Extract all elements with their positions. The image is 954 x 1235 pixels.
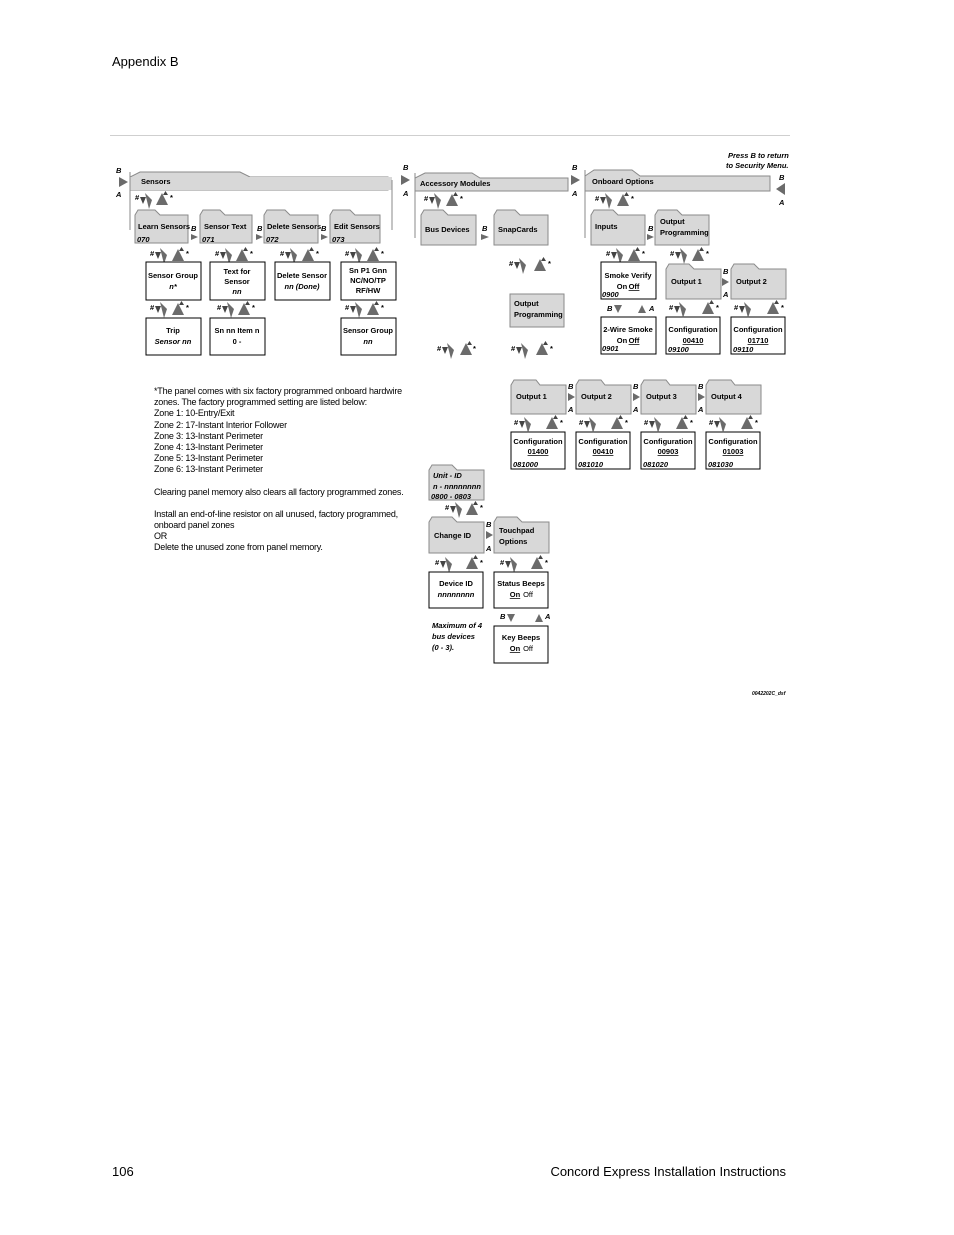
svg-text:*: * bbox=[550, 344, 553, 353]
svg-text:#: # bbox=[606, 249, 611, 258]
svg-text:Output 2: Output 2 bbox=[581, 392, 612, 401]
svg-text:Delete Sensors: Delete Sensors bbox=[267, 222, 322, 231]
svg-text:09110: 09110 bbox=[733, 345, 754, 354]
svg-text:#: # bbox=[644, 418, 649, 427]
svg-text:Key Beeps: Key Beeps bbox=[501, 633, 541, 642]
svg-text:A: A bbox=[568, 405, 574, 414]
note-zone-2: Zone 2: 17-Instant Interior Follower bbox=[154, 419, 287, 430]
svg-text:Configuration: Configuration bbox=[668, 325, 718, 334]
onboard-output-1 bbox=[666, 264, 721, 354]
svg-text:Change ID: Change ID bbox=[434, 531, 472, 540]
svg-text:A: A bbox=[633, 405, 639, 414]
note-intro: *The panel comes with six factory programmed onboard hardwire zones. The factory programmed setting are listed below: bbox=[154, 386, 402, 408]
svg-text:#: # bbox=[670, 249, 675, 258]
svg-text:#: # bbox=[595, 194, 600, 203]
svg-text:Sensor: Sensor bbox=[224, 277, 250, 286]
svg-text:Touchpad: Touchpad bbox=[499, 526, 535, 535]
svg-text:*: * bbox=[480, 503, 483, 512]
accessory-title: Accessory Modules bbox=[420, 179, 491, 188]
svg-text:#: # bbox=[734, 303, 739, 312]
note-zone-3: Zone 3: 13-Instant Perimeter bbox=[154, 430, 263, 441]
svg-text:#: # bbox=[150, 249, 155, 258]
svg-text:Output 3: Output 3 bbox=[646, 392, 677, 401]
svg-text:Text for: Text for bbox=[223, 267, 251, 276]
zone-notes bbox=[154, 386, 404, 565]
svg-text:A: A bbox=[698, 405, 704, 414]
svg-text:*: * bbox=[706, 249, 709, 258]
svg-text:Delete Sensor: Delete Sensor bbox=[276, 271, 328, 280]
svg-text:Output 4: Output 4 bbox=[711, 392, 742, 401]
svg-text:B: B bbox=[633, 382, 639, 391]
svg-text:A: A bbox=[403, 189, 409, 198]
svg-text:00410: 00410 bbox=[592, 447, 614, 456]
svg-text:*: * bbox=[625, 418, 628, 427]
page-number: 106 bbox=[112, 1164, 134, 1179]
svg-text:*: * bbox=[755, 418, 758, 427]
key-beeps-box bbox=[494, 626, 548, 663]
svg-text:Programming: Programming bbox=[514, 310, 563, 319]
note-clearing-memory: Clearing panel memory also clears all factory programmed zones. bbox=[154, 486, 404, 497]
svg-text:to Security Menu.: to Security Menu. bbox=[726, 161, 789, 170]
svg-text:Sensor Group: Sensor Group bbox=[147, 271, 199, 280]
note-eol-resistor: Install an end-of-line resistor on all unused, factory programmed, onboard panel zones bbox=[154, 508, 398, 531]
svg-text:#: # bbox=[511, 344, 516, 353]
svg-text:Off: Off bbox=[628, 282, 640, 291]
svg-text:070: 070 bbox=[137, 235, 150, 244]
svg-text:Configuration: Configuration bbox=[578, 437, 628, 446]
svg-text:#: # bbox=[345, 303, 350, 312]
svg-text:Configuration: Configuration bbox=[643, 437, 693, 446]
touchpad-options-folder bbox=[494, 517, 549, 553]
svg-text:Off: Off bbox=[523, 590, 533, 599]
svg-text:#: # bbox=[709, 418, 714, 427]
svg-text:bus devices: bus devices bbox=[432, 632, 475, 641]
svg-text:nnnnnnnn: nnnnnnnn bbox=[437, 590, 475, 599]
svg-text:n*: n* bbox=[169, 282, 177, 291]
svg-text:Output: Output bbox=[514, 299, 539, 308]
svg-text:073: 073 bbox=[332, 235, 345, 244]
svg-text:A: A bbox=[779, 198, 785, 207]
svg-text:01003: 01003 bbox=[722, 447, 744, 456]
svg-text:#: # bbox=[669, 303, 674, 312]
note-or: OR bbox=[154, 531, 168, 542]
svg-text:Output 2: Output 2 bbox=[736, 277, 767, 286]
svg-text:B: B bbox=[482, 224, 488, 233]
accessory-output-4 bbox=[706, 380, 761, 469]
svg-text:#: # bbox=[514, 418, 519, 427]
key-a: A bbox=[116, 190, 122, 199]
status-beeps-box bbox=[494, 572, 548, 608]
delete-sensor-box bbox=[275, 262, 330, 300]
svg-text:A: A bbox=[649, 304, 655, 313]
svg-text:NC/NO/TP: NC/NO/TP bbox=[350, 276, 386, 285]
svg-text:On: On bbox=[616, 336, 628, 345]
svg-text:Output: Output bbox=[660, 217, 685, 226]
svg-text:Device ID: Device ID bbox=[439, 579, 473, 588]
onboard-title: Onboard Options bbox=[592, 177, 654, 186]
svg-text:B: B bbox=[698, 382, 704, 391]
svg-text:n - nnnnnnnn: n - nnnnnnnn bbox=[433, 482, 481, 491]
svg-text:#: # bbox=[280, 249, 285, 258]
svg-text:B: B bbox=[191, 224, 197, 233]
sensors-title: Sensors bbox=[141, 177, 171, 186]
svg-text:*: * bbox=[381, 303, 384, 312]
svg-text:#: # bbox=[500, 558, 505, 567]
svg-text:081020: 081020 bbox=[643, 460, 669, 469]
note-zone-6: Zone 6: 13-Instant Perimeter bbox=[154, 464, 263, 475]
svg-text:Off: Off bbox=[628, 336, 640, 345]
accessory-output-2 bbox=[576, 380, 631, 469]
svg-text:(0 - 3).: (0 - 3). bbox=[432, 643, 455, 652]
svg-text:00903: 00903 bbox=[657, 447, 679, 456]
svg-text:081010: 081010 bbox=[578, 460, 604, 469]
svg-text:*: * bbox=[642, 249, 645, 258]
svg-text:#: # bbox=[437, 344, 442, 353]
return-note: Press B to return bbox=[728, 151, 789, 160]
svg-text:Programming: Programming bbox=[660, 228, 709, 237]
svg-text:*: * bbox=[473, 344, 476, 353]
svg-text:A: A bbox=[545, 612, 551, 621]
svg-text:*: * bbox=[781, 303, 784, 312]
svg-text:A: A bbox=[572, 189, 578, 198]
svg-text:SnapCards: SnapCards bbox=[498, 225, 538, 234]
svg-text:081000: 081000 bbox=[513, 460, 539, 469]
svg-text:Trip: Trip bbox=[166, 326, 180, 335]
svg-text:*: * bbox=[186, 249, 189, 258]
key-b: B bbox=[116, 166, 122, 175]
document-title: Concord Express Installation Instructions bbox=[550, 1164, 786, 1179]
note-zone-4: Zone 4: 13-Instant Perimeter bbox=[154, 442, 263, 453]
svg-text:*: * bbox=[186, 303, 189, 312]
svg-text:072: 072 bbox=[266, 235, 279, 244]
svg-text:B: B bbox=[648, 224, 654, 233]
svg-text:*: * bbox=[460, 194, 463, 203]
svg-text:B: B bbox=[723, 267, 729, 276]
svg-text:00410: 00410 bbox=[682, 336, 704, 345]
svg-text:#: # bbox=[345, 249, 350, 258]
svg-text:B: B bbox=[486, 520, 492, 529]
svg-text:B: B bbox=[500, 612, 506, 621]
svg-text:B: B bbox=[572, 163, 578, 172]
svg-text:071: 071 bbox=[202, 235, 215, 244]
svg-text:2-Wire Smoke: 2-Wire Smoke bbox=[603, 325, 653, 334]
svg-text:nn: nn bbox=[232, 287, 242, 296]
svg-text:Sensor nn: Sensor nn bbox=[154, 337, 192, 346]
svg-text:B: B bbox=[257, 224, 263, 233]
svg-text:Configuration: Configuration bbox=[513, 437, 563, 446]
svg-text:Sensor Text: Sensor Text bbox=[204, 222, 247, 231]
svg-text:*: * bbox=[690, 418, 693, 427]
svg-text:Output 1: Output 1 bbox=[671, 277, 702, 286]
svg-text:RF/HW: RF/HW bbox=[355, 286, 381, 295]
svg-text:Configuration: Configuration bbox=[733, 325, 783, 334]
svg-text:0900: 0900 bbox=[602, 290, 619, 299]
figure-id: 0042202C_dsf bbox=[752, 691, 786, 697]
max-bus-devices-note: Maximum of 4 bbox=[432, 621, 483, 630]
svg-text:#: # bbox=[217, 303, 222, 312]
svg-text:*: * bbox=[480, 558, 483, 567]
svg-text:*: * bbox=[716, 303, 719, 312]
svg-text:*: * bbox=[170, 193, 173, 202]
svg-text:Status Beeps: Status Beeps bbox=[497, 579, 545, 588]
svg-text:Bus Devices: Bus Devices bbox=[425, 225, 470, 234]
svg-text:#: # bbox=[509, 259, 514, 268]
svg-text:A: A bbox=[723, 290, 729, 299]
svg-text:B: B bbox=[607, 304, 613, 313]
svg-text:#: # bbox=[135, 193, 140, 202]
svg-text:On: On bbox=[509, 644, 521, 653]
svg-text:On: On bbox=[616, 282, 628, 291]
note-delete-zone: Delete the unused zone from panel memory. bbox=[154, 542, 323, 553]
svg-text:B: B bbox=[321, 224, 327, 233]
section-header: Appendix B bbox=[112, 54, 179, 69]
svg-text:09100: 09100 bbox=[668, 345, 689, 354]
svg-text:Edit Sensors: Edit Sensors bbox=[334, 222, 380, 231]
svg-text:nn: nn bbox=[363, 337, 373, 346]
svg-text:Off: Off bbox=[523, 644, 533, 653]
accessory-output-1 bbox=[511, 380, 566, 469]
svg-text:B: B bbox=[568, 382, 574, 391]
svg-text:*: * bbox=[250, 249, 253, 258]
svg-text:B: B bbox=[779, 173, 785, 182]
svg-text:Options: Options bbox=[499, 537, 528, 546]
svg-text:*: * bbox=[252, 303, 255, 312]
svg-text:*: * bbox=[548, 259, 551, 268]
svg-text:081030: 081030 bbox=[708, 460, 734, 469]
svg-text:Sn P1 Gnn: Sn P1 Gnn bbox=[349, 266, 387, 275]
sensor-group-box bbox=[146, 262, 201, 300]
svg-text:On: On bbox=[509, 590, 521, 599]
svg-text:*: * bbox=[545, 558, 548, 567]
svg-text:#: # bbox=[215, 249, 220, 258]
svg-text:Sn nn Item n: Sn nn Item n bbox=[214, 326, 260, 335]
onboard-output-2 bbox=[731, 264, 786, 354]
svg-text:0901: 0901 bbox=[602, 344, 619, 353]
svg-text:Learn Sensors: Learn Sensors bbox=[138, 222, 191, 231]
svg-text:Inputs: Inputs bbox=[595, 222, 618, 231]
svg-text:Smoke Verify: Smoke Verify bbox=[604, 271, 652, 280]
accessory-output-3 bbox=[641, 380, 696, 469]
svg-text:A: A bbox=[486, 544, 492, 553]
svg-text:#: # bbox=[445, 503, 450, 512]
svg-text:#: # bbox=[150, 303, 155, 312]
svg-text:01710: 01710 bbox=[747, 336, 769, 345]
note-zone-1: Zone 1: 10-Entry/Exit bbox=[154, 408, 235, 419]
svg-text:*: * bbox=[631, 194, 634, 203]
svg-text:#: # bbox=[435, 558, 440, 567]
svg-text:B: B bbox=[403, 163, 409, 172]
svg-text:#: # bbox=[424, 194, 429, 203]
svg-text:nn (Done): nn (Done) bbox=[284, 282, 320, 291]
svg-text:*: * bbox=[381, 249, 384, 258]
svg-text:01400: 01400 bbox=[527, 447, 549, 456]
svg-text:Unit - ID: Unit - ID bbox=[433, 471, 462, 480]
svg-text:Sensor Group: Sensor Group bbox=[342, 326, 394, 335]
svg-text:*: * bbox=[560, 418, 563, 427]
svg-text:0 -: 0 - bbox=[232, 337, 242, 346]
svg-text:Configuration: Configuration bbox=[708, 437, 758, 446]
svg-text:*: * bbox=[316, 249, 319, 258]
note-zone-5: Zone 5: 13-Instant Perimeter bbox=[154, 453, 263, 464]
svg-text:0800 - 0803: 0800 - 0803 bbox=[431, 492, 472, 501]
svg-text:#: # bbox=[579, 418, 584, 427]
svg-text:Output 1: Output 1 bbox=[516, 392, 547, 401]
